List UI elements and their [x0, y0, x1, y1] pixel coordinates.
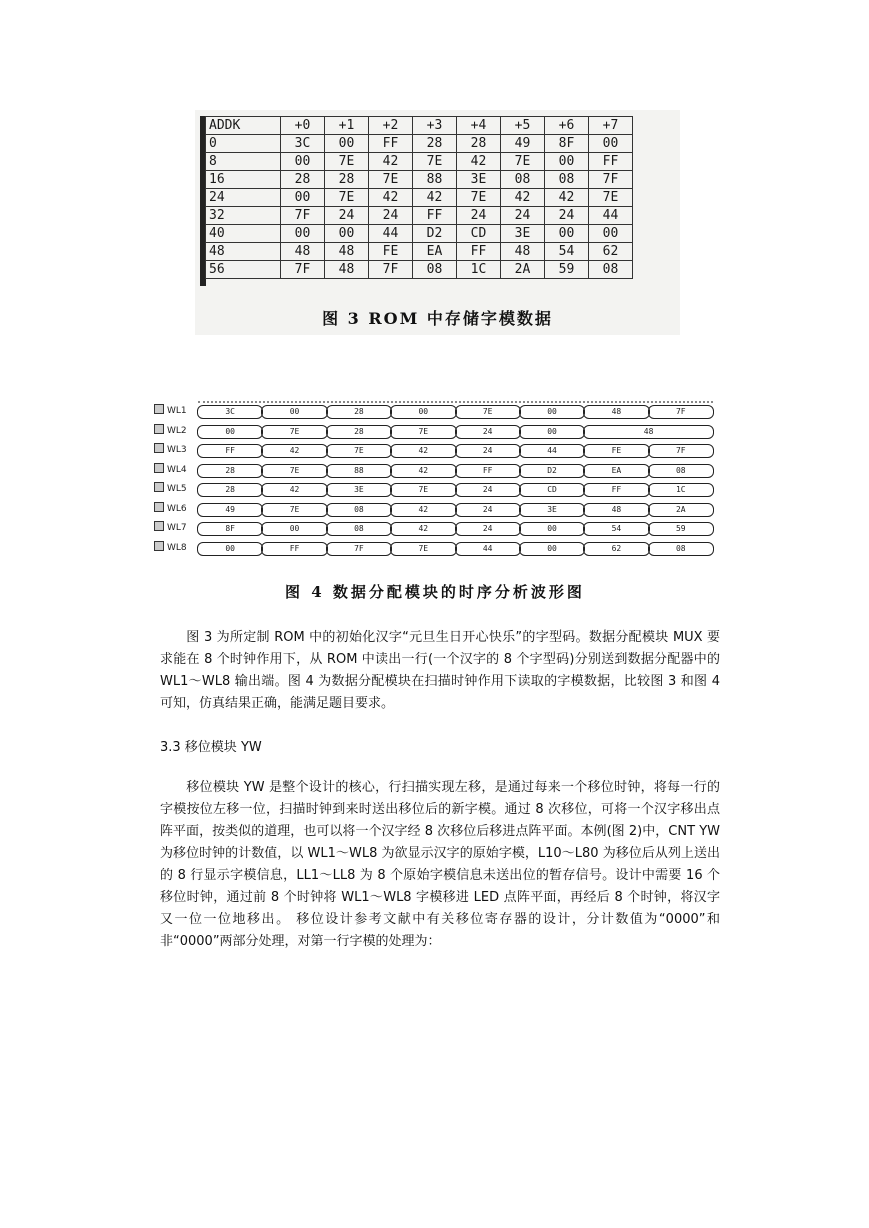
waveform-value: 00: [519, 542, 585, 556]
data-cell: 3E: [501, 225, 545, 243]
waveform-value: 7E: [455, 405, 521, 419]
data-cell: 28: [325, 171, 369, 189]
data-cell: 7F: [369, 261, 413, 279]
data-cell: FF: [413, 207, 457, 225]
header-offset: +5: [501, 117, 545, 135]
waveform-track: [198, 464, 713, 478]
table-row: [206, 171, 633, 189]
signal-label: [154, 463, 198, 475]
signal-name: WL7: [167, 523, 187, 533]
header-offset: +2: [369, 117, 413, 135]
waveform-value: 42: [390, 464, 456, 478]
figure-3-caption: 图 3 ROM 中存储字模数据: [322, 309, 553, 328]
rom-data-table: [205, 116, 633, 279]
data-cell: 08: [501, 171, 545, 189]
address-cell: 48: [206, 243, 281, 261]
data-cell: 00: [545, 225, 589, 243]
address-cell: 32: [206, 207, 281, 225]
waveform-value: 42: [390, 503, 456, 517]
table-row: [206, 243, 633, 261]
waveform-value: 08: [648, 542, 714, 556]
data-cell: 00: [545, 153, 589, 171]
waveform-value: 48: [583, 425, 714, 439]
address-cell: 56: [206, 261, 281, 279]
data-cell: 08: [545, 171, 589, 189]
data-cell: FF: [369, 135, 413, 153]
waveform-track: [198, 405, 713, 419]
waveform-value: 1C: [648, 483, 714, 497]
header-offset: +7: [589, 117, 633, 135]
waveform-value: 48: [583, 503, 649, 517]
data-cell: 88: [413, 171, 457, 189]
data-cell: 00: [325, 225, 369, 243]
waveform-value: 28: [326, 425, 392, 439]
data-cell: 48: [325, 261, 369, 279]
data-cell: 24: [369, 207, 413, 225]
waveform-value: 08: [326, 503, 392, 517]
waveform-value: 3E: [326, 483, 392, 497]
data-cell: 24: [325, 207, 369, 225]
waveform-value: 3C: [197, 405, 263, 419]
data-cell: 00: [589, 225, 633, 243]
waveform-value: EA: [583, 464, 649, 478]
signal-icon: [154, 404, 164, 414]
waveform-value: 28: [326, 405, 392, 419]
waveform-value: CD: [519, 483, 585, 497]
data-cell: 54: [545, 243, 589, 261]
waveform-value: 24: [455, 483, 521, 497]
waveform-value: 08: [326, 522, 392, 536]
waveform-value: 7E: [261, 464, 327, 478]
signal-icon: [154, 482, 164, 492]
waveform-value: 7F: [648, 444, 714, 458]
data-cell: CD: [457, 225, 501, 243]
waveform-row: [150, 403, 715, 421]
paragraph-1: [160, 627, 720, 715]
waveform-value: 44: [519, 444, 585, 458]
waveform-value: 54: [583, 522, 649, 536]
data-cell: 42: [457, 153, 501, 171]
data-cell: 7E: [589, 189, 633, 207]
waveform-value: 7E: [326, 444, 392, 458]
waveform-row: [150, 442, 715, 460]
waveform-value: 7E: [390, 542, 456, 556]
waveform-track: [198, 542, 713, 556]
waveform-row: [150, 462, 715, 480]
waveform-value: 7F: [326, 542, 392, 556]
waveform-value: 28: [197, 483, 263, 497]
waveform-row: [150, 481, 715, 499]
address-cell: 40: [206, 225, 281, 243]
paragraph-2: [160, 777, 720, 953]
signal-icon: [154, 541, 164, 551]
waveform-value: 42: [261, 444, 327, 458]
data-cell: 7E: [325, 153, 369, 171]
data-cell: 42: [369, 189, 413, 207]
data-cell: 08: [413, 261, 457, 279]
header-offset: +4: [457, 117, 501, 135]
data-cell: FF: [457, 243, 501, 261]
data-cell: 3C: [281, 135, 325, 153]
data-cell: 7F: [281, 261, 325, 279]
signal-label: [154, 424, 198, 436]
data-cell: 44: [369, 225, 413, 243]
data-cell: 7F: [281, 207, 325, 225]
signal-icon: [154, 424, 164, 434]
waveform-value: 7E: [390, 425, 456, 439]
waveform-value: 44: [455, 542, 521, 556]
waveform-track: [198, 425, 713, 439]
header-offset: +1: [325, 117, 369, 135]
header-offset: +6: [545, 117, 589, 135]
paragraph-2-text: 移位模块 YW 是整个设计的核心，行扫描实现左移，是通过每来一个移位时钟，将每一行的字模按位左移一位，扫描时钟到来时送出移位后的新字模。通过 8 次移位，可将一个汉字移出点阵平面，按类似的道理，也可以将一个汉字经 8 次移位后移进点阵平面。本例(图 2)中，CNT YW 为移位时钟的计数值，以 WL1～WL8 为欲显示汉字的原始字模，L10～L80 为移位后从列上送出的 8 行显示字模信息，LL1～LL8 为 8 个原始字模信息未送出位的暂存信号。设计中需要 16 个移位时钟，通过前 8 个时钟将 WL1～WL8 字模移进 LED 点阵平面，再经后 8 个时钟，将汉字又一位一位地移出。 移位设计参考文献中有关移位寄存器的设计，分计数值为“0000”和非“0000”两部分处理，对第一行字模的处理为：: [160, 780, 720, 949]
data-cell: 24: [501, 207, 545, 225]
data-cell: 2A: [501, 261, 545, 279]
waveform-value: 28: [197, 464, 263, 478]
data-cell: 00: [325, 135, 369, 153]
waveform-value: 7F: [648, 405, 714, 419]
signal-name: WL1: [167, 406, 187, 416]
data-cell: FF: [589, 153, 633, 171]
signal-label: [154, 443, 198, 455]
signal-label: [154, 521, 198, 533]
signal-name: WL8: [167, 542, 187, 553]
address-cell: 16: [206, 171, 281, 189]
signal-label: [154, 404, 198, 416]
waveform-value: FF: [261, 542, 327, 556]
address-cell: 8: [206, 153, 281, 171]
waveform-value: 88: [326, 464, 392, 478]
paragraph-1-text: 图 3 为所定制 ROM 中的初始化汉字“元旦生日开心快乐”的字型码。数据分配模块 MUX 要求能在 8 个时钟作用下，从 ROM 中读出一行(一个汉字的 8 个字型码)分别送到数据分配器中的 WL1～WL8 输出端。图 4 为数据分配模块在扫描时钟作用下读取的字模数据，比较图 3 和图 4 可知，仿真结果正确，能满足题目要求。: [160, 630, 720, 711]
table-header-row: [206, 117, 633, 135]
waveform-value: 24: [455, 503, 521, 517]
rom-table-body: [206, 135, 633, 279]
data-cell: 3E: [457, 171, 501, 189]
header-addr: ADDK: [206, 117, 281, 135]
table-row: [206, 225, 633, 243]
header-offset: +0: [281, 117, 325, 135]
figure-3: [195, 110, 680, 335]
data-cell: 59: [545, 261, 589, 279]
waveform-value: 3E: [519, 503, 585, 517]
address-cell: 0: [206, 135, 281, 153]
waveform-value: 48: [583, 405, 649, 419]
waveform-value: 00: [261, 522, 327, 536]
data-cell: EA: [413, 243, 457, 261]
waveform-value: 00: [519, 425, 585, 439]
header-offset: +3: [413, 117, 457, 135]
waveform-value: 00: [519, 522, 585, 536]
waveform-value: 8F: [197, 522, 263, 536]
waveform-track: [198, 522, 713, 536]
signal-name: WL5: [167, 484, 187, 494]
waveform-row: [150, 540, 715, 558]
signal-icon: [154, 443, 164, 453]
waveform-value: 42: [261, 483, 327, 497]
signal-name: WL4: [167, 464, 187, 475]
waveform-value: FF: [197, 444, 263, 458]
section-heading: 3.3 移位模块 YW: [160, 740, 262, 755]
waveform-track: [198, 444, 713, 458]
signal-label: [154, 502, 198, 514]
waveform-row: [150, 520, 715, 538]
data-cell: 42: [413, 189, 457, 207]
data-cell: 28: [457, 135, 501, 153]
waveform-value: D2: [519, 464, 585, 478]
table-row: [206, 189, 633, 207]
waveform-row: [150, 501, 715, 519]
waveform-value: 00: [261, 405, 327, 419]
data-cell: 24: [545, 207, 589, 225]
data-cell: 00: [281, 189, 325, 207]
signal-icon: [154, 463, 164, 473]
waveform-value: 24: [455, 522, 521, 536]
waveform-value: 42: [390, 444, 456, 458]
waveform-value: 62: [583, 542, 649, 556]
waveform-row: [150, 423, 715, 441]
waveform-value: 59: [648, 522, 714, 536]
data-cell: 62: [589, 243, 633, 261]
waveform-value: FF: [455, 464, 521, 478]
waveform-value: 7E: [390, 483, 456, 497]
signal-label: [154, 482, 198, 494]
waveform-value: 00: [390, 405, 456, 419]
waveform-value: 24: [455, 425, 521, 439]
signal-icon: [154, 502, 164, 512]
data-cell: 7E: [369, 171, 413, 189]
data-cell: FE: [369, 243, 413, 261]
data-cell: 1C: [457, 261, 501, 279]
table-row: [206, 261, 633, 279]
table-row: [206, 153, 633, 171]
waveform-value: 7E: [261, 425, 327, 439]
data-cell: D2: [413, 225, 457, 243]
signal-name: WL3: [167, 445, 187, 455]
data-cell: 24: [457, 207, 501, 225]
waveform-value: 7E: [261, 503, 327, 517]
data-cell: 28: [281, 171, 325, 189]
signal-name: WL2: [167, 425, 187, 436]
data-cell: 28: [413, 135, 457, 153]
data-cell: 8F: [545, 135, 589, 153]
signal-name: WL6: [167, 503, 187, 514]
waveform-value: 49: [197, 503, 263, 517]
waveform-track: [198, 483, 713, 497]
data-cell: 48: [281, 243, 325, 261]
data-cell: 08: [589, 261, 633, 279]
waveform-value: 42: [390, 522, 456, 536]
waveform-value: 00: [519, 405, 585, 419]
waveform-value: 2A: [648, 503, 714, 517]
waveform-value: 00: [197, 425, 263, 439]
data-cell: 7E: [501, 153, 545, 171]
table-row: [206, 135, 633, 153]
figure-4-caption: 图 4 数据分配模块的时序分析波形图: [285, 583, 585, 601]
table-row: [206, 207, 633, 225]
data-cell: 00: [281, 225, 325, 243]
signal-icon: [154, 521, 164, 531]
data-cell: 42: [369, 153, 413, 171]
waveform-value: 24: [455, 444, 521, 458]
data-cell: 42: [501, 189, 545, 207]
data-cell: 49: [501, 135, 545, 153]
data-cell: 7E: [413, 153, 457, 171]
data-cell: 7F: [589, 171, 633, 189]
waveform-value: FE: [583, 444, 649, 458]
data-cell: 44: [589, 207, 633, 225]
data-cell: 7E: [325, 189, 369, 207]
address-cell: 24: [206, 189, 281, 207]
data-cell: 48: [501, 243, 545, 261]
figure-4: [150, 395, 720, 610]
data-cell: 48: [325, 243, 369, 261]
data-cell: 42: [545, 189, 589, 207]
data-cell: 00: [281, 153, 325, 171]
signal-label: [154, 541, 198, 553]
data-cell: 7E: [457, 189, 501, 207]
waveform-value: FF: [583, 483, 649, 497]
waveform-value: 00: [197, 542, 263, 556]
waveform-value: 08: [648, 464, 714, 478]
waveform-track: [198, 503, 713, 517]
data-cell: 00: [589, 135, 633, 153]
